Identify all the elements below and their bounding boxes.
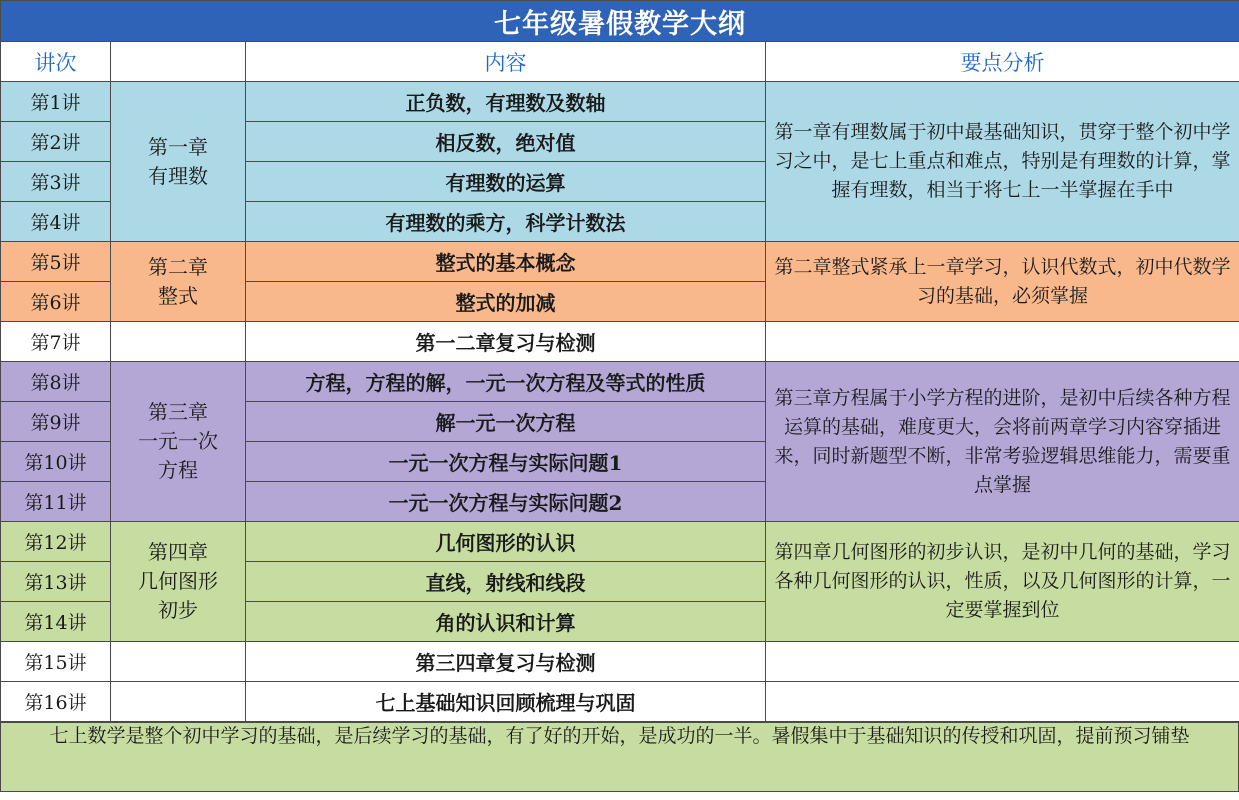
header-content: 内容 [246, 42, 766, 82]
chapter-label [111, 642, 246, 682]
lecture-topic: 整式的加减 [246, 282, 766, 322]
header-lecture: 讲次 [1, 42, 111, 82]
header-analysis: 要点分析 [766, 42, 1239, 82]
lecture-topic: 几何图形的认识 [246, 522, 766, 562]
table-row [1, 82, 1239, 122]
lecture-topic: 一元一次方程与实际问题2 [246, 482, 766, 522]
lecture-topic: 相反数，绝对值 [246, 122, 766, 162]
lecture-number: 第6讲 [1, 282, 111, 322]
footer-note-cell [1, 723, 1239, 792]
chapter-analysis: 第二章整式紧承上一章学习，认识代数式，初中代数学习的基础，必须掌握 [766, 242, 1239, 322]
lecture-number: 第16讲 [1, 682, 111, 722]
lecture-topic: 有理数的运算 [246, 162, 766, 202]
lecture-number: 第13讲 [1, 562, 111, 602]
lecture-topic: 正负数，有理数及数轴 [246, 82, 766, 122]
lecture-number: 第5讲 [1, 242, 111, 282]
chapter-analysis [766, 682, 1239, 722]
chapter-label: 第三章 一元一次 方程 [111, 362, 246, 522]
lecture-number: 第9讲 [1, 402, 111, 442]
chapter-analysis: 第四章几何图形的初步认识，是初中几何的基础，学习各种几何图形的认识，性质，以及几何图形的计算，一定要掌握到位 [766, 522, 1239, 642]
table-title: 七年级暑假教学大纲 [1, 1, 1239, 42]
lecture-topic: 七上基础知识回顾梳理与巩固 [246, 682, 766, 722]
chapter-label: 第四章 几何图形 初步 [111, 522, 246, 642]
lecture-topic: 一元一次方程与实际问题1 [246, 442, 766, 482]
lecture-topic: 整式的基本概念 [246, 242, 766, 282]
lecture-number: 第15讲 [1, 642, 111, 682]
lecture-topic: 有理数的乘方，科学计数法 [246, 202, 766, 242]
lecture-topic: 角的认识和计算 [246, 602, 766, 642]
lecture-number: 第8讲 [1, 362, 111, 402]
lecture-topic: 第三四章复习与检测 [246, 642, 766, 682]
lecture-topic: 解一元一次方程 [246, 402, 766, 442]
lecture-number: 第7讲 [1, 322, 111, 362]
lecture-number: 第3讲 [1, 162, 111, 202]
lecture-number: 第2讲 [1, 122, 111, 162]
table-row [1, 322, 1239, 362]
lecture-number: 第4讲 [1, 202, 111, 242]
header-chapter-blank [111, 42, 246, 82]
chapter-label [111, 322, 246, 362]
lecture-number: 第1讲 [1, 82, 111, 122]
chapter-label [111, 682, 246, 722]
table-row [1, 682, 1239, 722]
table-row [1, 522, 1239, 562]
lecture-topic: 第一二章复习与检测 [246, 322, 766, 362]
lecture-topic: 直线，射线和线段 [246, 562, 766, 602]
chapter-label: 第二章 整式 [111, 242, 246, 322]
table-row [1, 642, 1239, 682]
chapter-label: 第一章 有理数 [111, 82, 246, 242]
lecture-number: 第10讲 [1, 442, 111, 482]
table-row [1, 362, 1239, 402]
chapter-analysis [766, 642, 1239, 682]
lecture-number: 第11讲 [1, 482, 111, 522]
chapter-analysis [766, 322, 1239, 362]
lecture-topic: 方程，方程的解，一元一次方程及等式的性质 [246, 362, 766, 402]
chapter-analysis: 第一章有理数属于初中最基础知识，贯穿于整个初中学习之中，是七上重点和难点，特别是有理数的计算，掌握有理数，相当于将七上一半掌握在手中 [766, 82, 1239, 242]
footer-table [0, 722, 1239, 792]
footer-note: 七上数学是整个初中学习的基础，是后续学习的基础，有了好的开始，是成功的一半。暑假集中于基础知识的传授和巩固，提前预习铺垫 [49, 725, 1190, 747]
table-row [1, 242, 1239, 282]
lecture-number: 第14讲 [1, 602, 111, 642]
lecture-number: 第12讲 [1, 522, 111, 562]
chapter-analysis: 第三章方程属于小学方程的进阶，是初中后续各种方程运算的基础，难度更大，会将前两章学习内容穿插进来，同时新题型不断，非常考验逻辑思维能力，需要重点掌握 [766, 362, 1239, 522]
